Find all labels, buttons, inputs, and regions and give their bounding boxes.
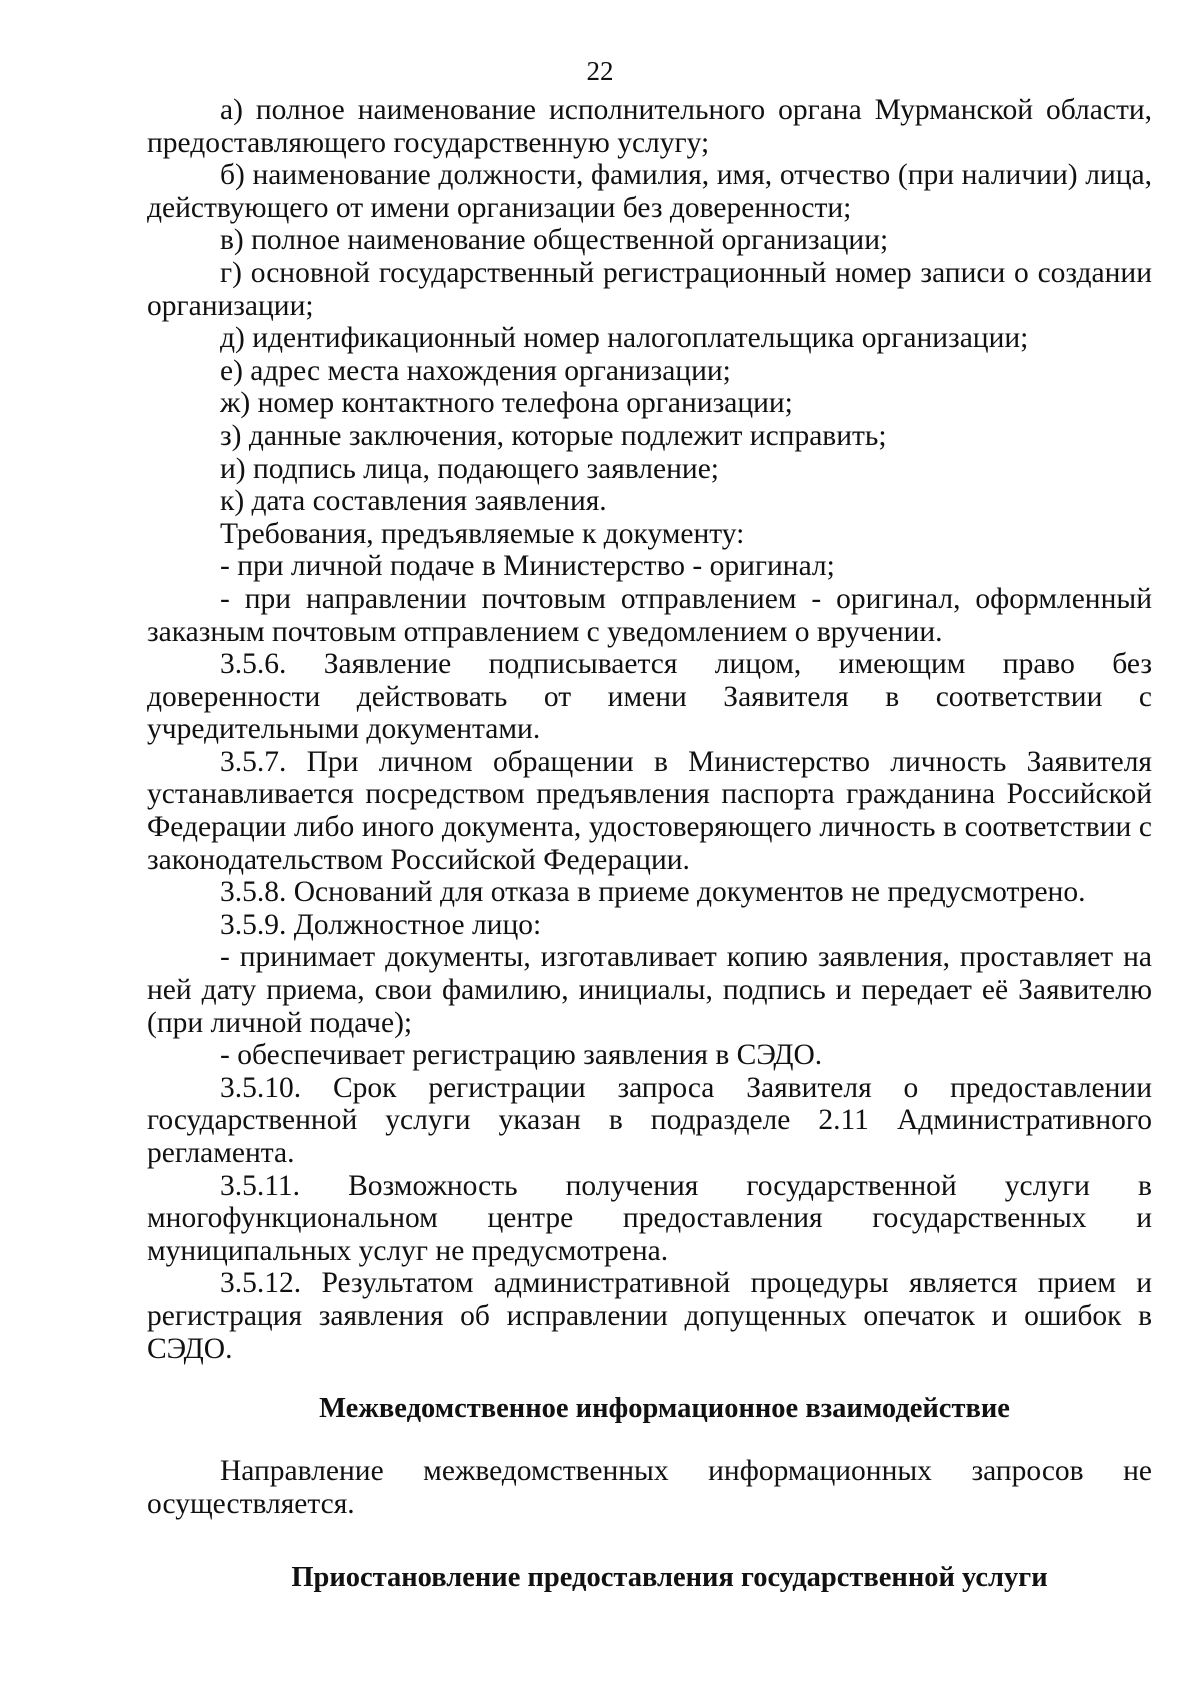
paragraph-zh: ж) номер контактного телефона организации; [220,387,793,420]
page-number: 22 [586,56,614,86]
paragraph-d: д) идентификационный номер налогоплательщика организации; [220,322,1029,355]
paragraph-interagency: Направление межведомственных информационных запросов не осуществляется. [147,1455,1152,1520]
paragraph-k: к) дата составления заявления. [220,485,607,518]
requirement-personal: - при личной подаче в Министерство - оригинал; [220,550,835,583]
clause-3-5-9-accepts: - принимает документы, изготавливает копию заявления, проставляет на ней дату приема, свои фамилию, инициалы, подпись и передает её Заявителю (при личной подаче); [147,941,1152,1039]
requirements-intro: Требования, предъявляемые к документу: [220,517,745,550]
clause-3-5-8: 3.5.8. Оснований для отказа в приеме документов не предусмотрено. [220,876,1086,909]
clause-3-5-12: 3.5.12. Результатом административной процедуры является прием и регистрация заявления об исправлении допущенных опечаток и ошибок в СЭДО. [147,1267,1152,1365]
paragraph-z: з) данные заключения, которые подлежит исправить; [220,419,887,452]
paragraph-e: е) адрес места нахождения организации; [220,354,731,387]
section-heading-suspension: Приостановление предоставления государственной услуги [291,1562,1048,1594]
paragraph-g: г) основной государственный регистрационный номер записи о создании организации; [147,256,1152,322]
paragraph-i: и) подпись лица, подающего заявление; [220,452,719,485]
clause-3-5-7: 3.5.7. При личном обращении в Министерство личность Заявителя устанавливается посредством предъявления паспорта гражданина Российской Федерации либо иного документа, удостоверяющего личность в соответствии с законодательством Российской Федерации. [147,745,1152,876]
paragraph-a: а) полное наименование исполнительного органа Мурманской области, предоставляющего государственную услугу; [147,94,1152,159]
document-body [147,94,1152,1594]
paragraph-v: в) полное наименование общественной организации; [220,224,889,257]
clause-3-5-11: 3.5.11. Возможность получения государственной услуги в многофункциональном центре предоставления государственных и муниципальных услуг не предусмотрена. [147,1169,1152,1267]
clause-3-5-6: 3.5.6. Заявление подписывается лицом, имеющим право без доверенности действовать от имени Заявителя в соответствии с учредительными документами. [147,648,1152,746]
clause-3-5-9: 3.5.9. Должностное лицо: [220,908,542,941]
section-heading-interagency: Межведомственное информационное взаимодействие [319,1393,1010,1425]
clause-3-5-10: 3.5.10. Срок регистрации запроса Заявителя о предоставлении государственной услуги указан в подразделе 2.11 Административного регламента. [147,1071,1152,1169]
clause-3-5-9-registers: - обеспечивает регистрацию заявления в СЭДО. [220,1039,823,1072]
paragraph-b: б) наименование должности, фамилия, имя, отчество (при наличии) лица, действующего от имени организации без доверенности; [147,159,1152,224]
requirement-postal: - при направлении почтовым отправлением - оригинал, оформленный заказным почтовым отправлением с уведомлением о вручении. [147,582,1152,648]
